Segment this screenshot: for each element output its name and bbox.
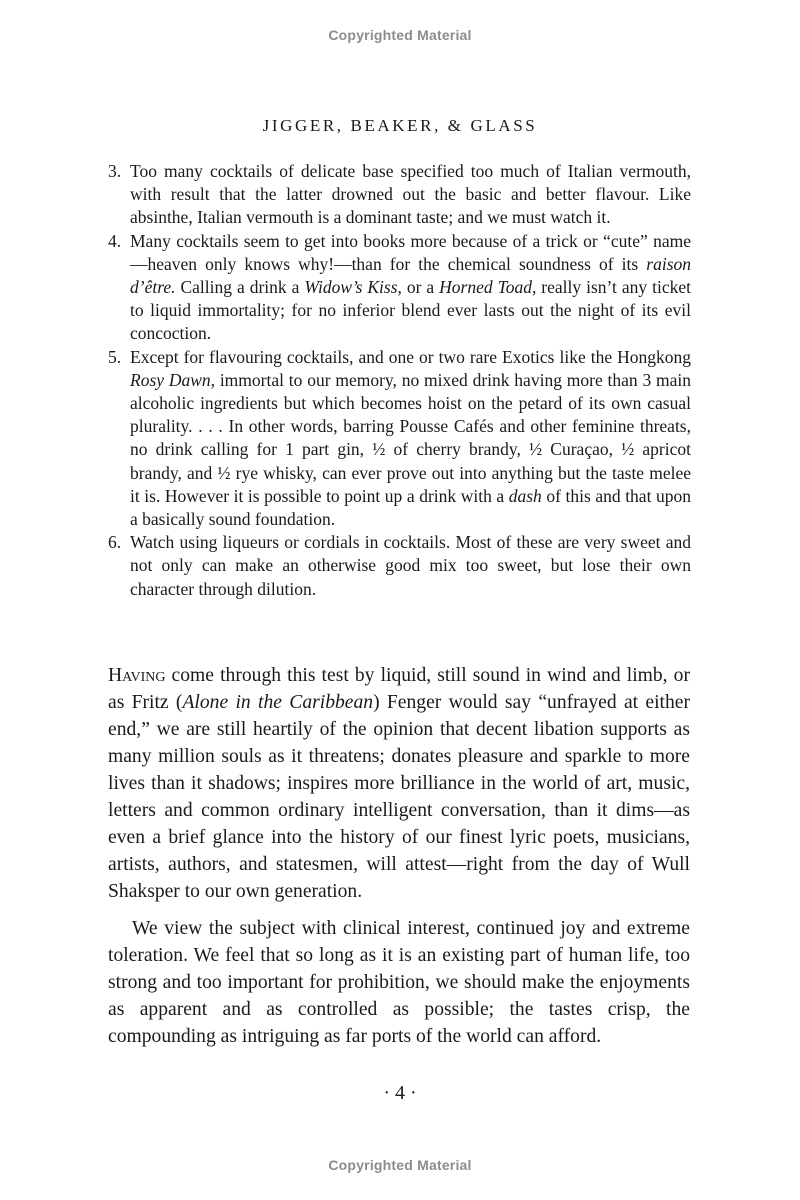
italic-drink-name: Widow’s Kiss, <box>304 277 402 298</box>
list-item-number: 5. <box>108 346 122 367</box>
list-item-text: Watch using liqueurs or cordials in cocktails. Most of these are very sweet and not only can make an otherwise good mix too sweet, but lose their own character through dilution. <box>130 532 691 599</box>
list-item-number: 4. <box>108 230 122 251</box>
list-item-text: or a <box>401 277 440 298</box>
italic-drink-name: Horned Toad, <box>439 277 537 298</box>
list-item-text: really isn’t any ticket to liquid immortality; for no inferior blend ever lasts out the night of its evil concoction. <box>130 277 691 344</box>
paragraph <box>108 662 690 905</box>
italic-word: dash <box>508 485 542 506</box>
list-item <box>108 160 691 230</box>
list-item-text: Many cocktails seem to get into books more because of a trick or “cute” name—heaven only knows why!—than for the chemical soundness of its <box>130 230 691 274</box>
italic-drink-name: Rosy Dawn, <box>130 369 216 390</box>
paragraph-text: ) Fenger would say “unfrayed at either end,” we are still heartily of the opinion that decent libation supports as many million souls as it threatens; donates pleasure and sparkle to more lives than it shadows; inspires more brilliance in the world of art, music, letters and common ordinary intelligent conversation, than it dims—as even a brief glance into the history of our finest lyric poets, musicians, artists, authors, and statesmen, will attest—right from the day of Wull Shaksper to our own generation. <box>108 692 690 902</box>
list-item-number: 3. <box>108 161 122 181</box>
paragraph-text: come through this test by liquid, still sound in wind and limb, or as Fritz ( <box>108 665 690 713</box>
italic-book-title: Alone in the Caribbean <box>182 692 374 713</box>
list-item-text: of this and that upon a basically sound foundation. <box>130 485 692 530</box>
list-item-number: 6. <box>108 532 122 553</box>
copyright-watermark-top: Copyrighted Material <box>328 27 472 43</box>
paragraph: We view the subject with clinical interest, continued joy and extreme toleration. We feel that so long as it is an existing part of human life, too strong and too important for prohibition, we should make the enjoyments as apparent and as controlled as possible; the tastes crisp, the compounding as intriguing as far ports of the world can afford. <box>108 918 690 1047</box>
list-item-text: immortal to our memory, no mixed drink having more than 3 main alcoholic ingredients but which becomes hoist on the petard of its own casual plurality. . . . In other words, barring Pousse Cafés and other feminine threats, no drink calling for 1 part gin, ½ of cherry brandy, ½ Curaçao, ½ apricot brandy, and ½ rye whisky, can ever prove out into anything but the taste melee it is. However it is possible to point up a drink with a <box>130 369 691 506</box>
body-text <box>108 662 690 1050</box>
page-number: · 4 · <box>383 1082 417 1104</box>
numbered-list <box>108 160 691 601</box>
running-head: JIGGER, BEAKER, & GLASS <box>262 116 538 135</box>
copyright-watermark-bottom: Copyrighted Material <box>328 1157 472 1173</box>
list-item <box>108 531 691 601</box>
list-item-text: Too many cocktails of delicate base specified too much of Italian vermouth, with result that the latter drowned out the basic and better flavour. Like absinthe, Italian vermouth is a dominant taste; and we must watch it. <box>130 161 691 228</box>
list-item <box>108 346 691 532</box>
list-item-text: Calling a drink a <box>175 277 305 298</box>
paragraph-lead-word: Having <box>108 665 166 686</box>
list-item <box>108 230 691 346</box>
list-item-text: Except for flavouring cocktails, and one or two rare Exotics like the Hongkong <box>130 346 691 367</box>
italic-phrase: raison d’être. <box>130 253 691 298</box>
